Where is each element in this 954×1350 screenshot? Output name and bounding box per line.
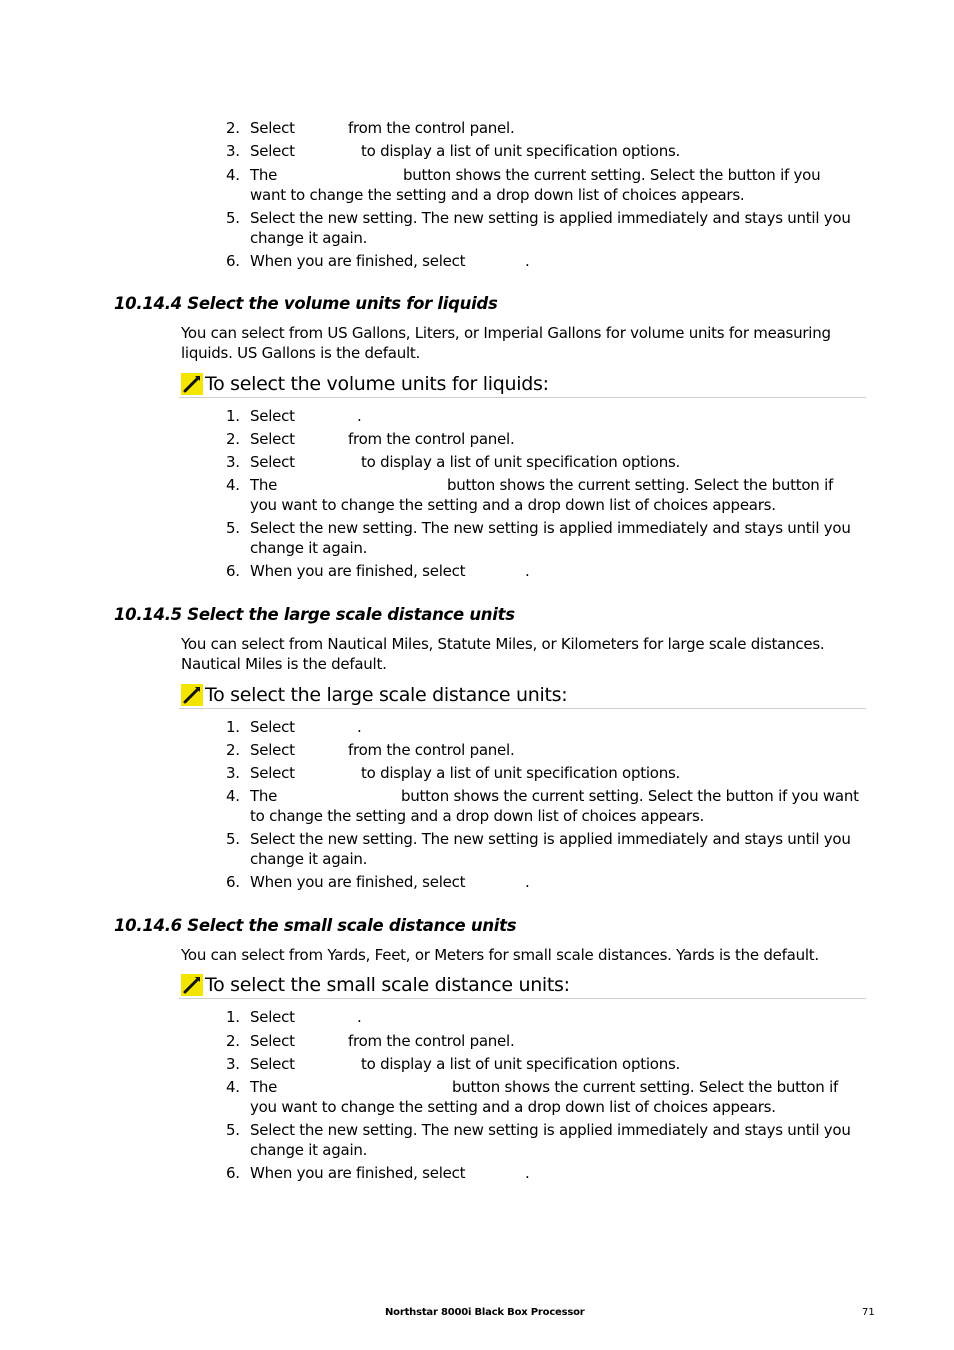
procedure-heading-small-scale: To select the small scale distance units: xyxy=(179,974,866,999)
procedure-heading-volume: To select the volume units for liquids: xyxy=(179,373,866,398)
section-heading-volume: 10.14.4 Select the volume units for liquids xyxy=(114,294,498,313)
wrench-procedure-icon xyxy=(181,373,203,395)
intro-paragraph-volume: You can select from US Gallons, Liters, or Imperial Gallons for volume units for measuring liquids. US Gallons is the default. xyxy=(181,324,831,362)
section-heading-small-scale: 10.14.6 Select the small scale distance units xyxy=(114,916,517,935)
section-heading-large-scale: 10.14.5 Select the large scale distance units xyxy=(114,605,515,624)
procedure-heading-large-scale: To select the large scale distance units: xyxy=(179,684,866,709)
wrench-procedure-icon xyxy=(181,684,203,706)
intro-paragraph-large-scale: You can select from Nautical Miles, Statute Miles, or Kilometers for large scale distances. Nautical Miles is the default. xyxy=(181,635,825,673)
page-number: 71 xyxy=(862,1307,875,1318)
footer-title: Northstar 8000i Black Box Processor xyxy=(385,1307,585,1318)
intro-paragraph-small-scale: You can select from Yards, Feet, or Meters for small scale distances. Yards is the default. xyxy=(181,946,819,964)
wrench-procedure-icon xyxy=(181,974,203,996)
